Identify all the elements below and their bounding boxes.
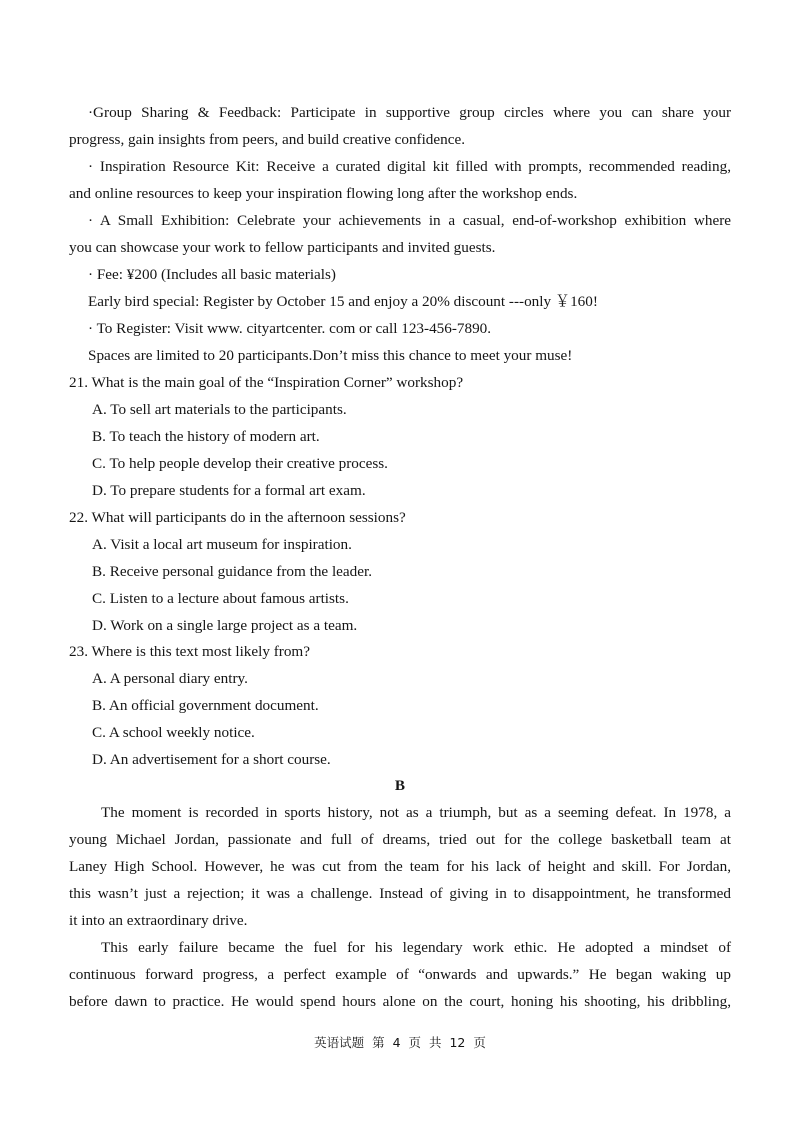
paragraph-1-line-2: young Michael Jordan, passionate and full of dreams, tried out for the college basketball team at: [69, 831, 731, 848]
paragraph-2-line-3: before dawn to practice. He would spend hours alone on the court, honing his shooting, his dribbling,: [69, 993, 731, 1010]
group-sharing-line-1: ·Group Sharing & Feedback: Participate in supportive group circles where you can share your: [88, 104, 731, 121]
resource-kit-line-2: and online resources to keep your inspiration flowing long after the workshop ends.: [69, 185, 578, 202]
page-footer: 英语试题 第 4 页 共 12 页: [314, 1035, 486, 1050]
question-22-option-c: C. Listen to a lecture about famous artists.: [92, 590, 349, 607]
early-bird-line: Early bird special: Register by October 15 and enjoy a 20% discount ---only ￥160!: [88, 293, 598, 310]
resource-kit-line-1: · Inspiration Resource Kit: Receive a curated digital kit filled with prompts, recommended reading,: [88, 158, 731, 175]
question-22-option-d: D. Work on a single large project as a team.: [92, 617, 358, 634]
question-23-option-c: C. A school weekly notice.: [92, 724, 255, 741]
spaces-line: Spaces are limited to 20 participants.Don’t miss this chance to meet your muse!: [88, 347, 573, 364]
question-23-stem: 23. Where is this text most likely from?: [69, 643, 310, 660]
question-21-option-b: B. To teach the history of modern art.: [92, 428, 320, 445]
question-23-option-b: B. An official government document.: [92, 697, 319, 714]
question-23-option-a: A. A personal diary entry.: [92, 670, 248, 687]
fee-line: · Fee: ¥200 (Includes all basic materials): [88, 266, 336, 283]
paragraph-1-line-1: The moment is recorded in sports history, not as a triumph, but as a seeming defeat. In 1978, a: [101, 804, 731, 821]
exhibition-line-2: you can showcase your work to fellow participants and invited guests.: [69, 239, 496, 256]
question-22-stem: 22. What will participants do in the afternoon sessions?: [69, 509, 406, 526]
paragraph-1-line-3: Laney High School. However, he was cut from the team for his lack of height and skill. For Jordan,: [69, 858, 731, 875]
paragraph-1-line-5: it into an extraordinary drive.: [69, 912, 248, 929]
group-sharing-line-2: progress, gain insights from peers, and build creative confidence.: [69, 131, 466, 148]
question-21-stem: 21. What is the main goal of the “Inspiration Corner” workshop?: [69, 374, 464, 391]
paragraph-2-line-1: This early failure became the fuel for his legendary work ethic. He adopted a mindset of: [101, 939, 731, 956]
paragraph-2-line-2: continuous forward progress, a perfect example of “onwards and upwards.” He began waking up: [69, 966, 731, 983]
question-22-option-a: A. Visit a local art museum for inspiration.: [92, 536, 352, 553]
section-b-heading: B: [394, 777, 406, 794]
exhibition-line-1: · A Small Exhibition: Celebrate your achievements in a casual, end-of-workshop exhibition where: [88, 212, 731, 229]
paragraph-1-line-4: this wasn’t just a rejection; it was a challenge. Instead of giving in to disappointment, he transformed: [69, 885, 731, 902]
question-22-option-b: B. Receive personal guidance from the leader.: [92, 563, 373, 580]
question-21-option-c: C. To help people develop their creative process.: [92, 455, 388, 472]
question-21-option-d: D. To prepare students for a formal art exam.: [92, 482, 366, 499]
question-23-option-d: D. An advertisement for a short course.: [92, 751, 331, 768]
question-21-option-a: A. To sell art materials to the participants.: [92, 401, 347, 418]
register-line: · To Register: Visit www. cityartcenter. com or call 123-456-7890.: [88, 320, 492, 337]
